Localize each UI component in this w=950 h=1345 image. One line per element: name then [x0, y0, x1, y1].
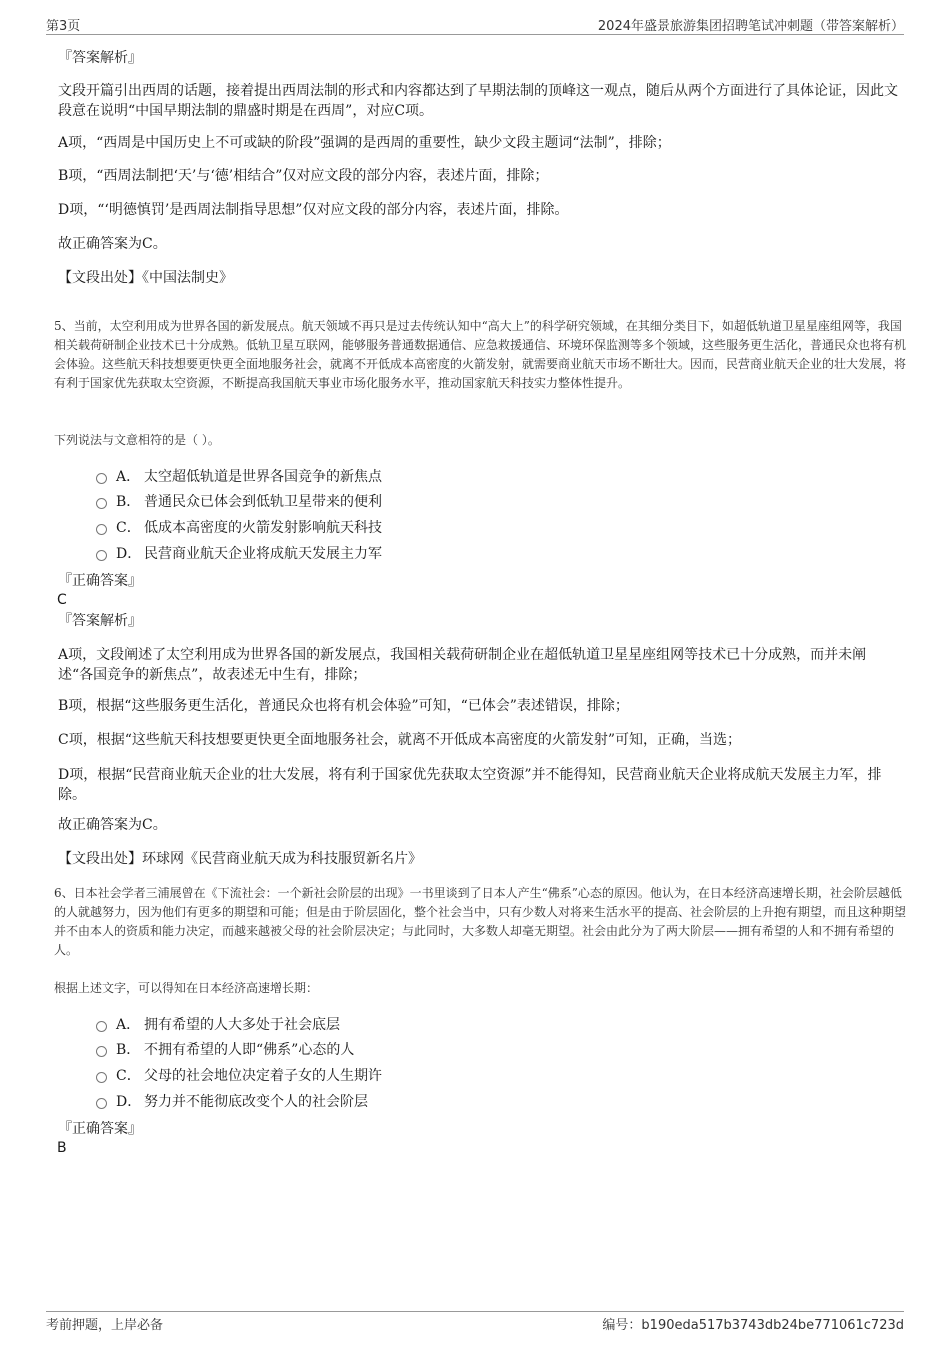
q5-correct-answer-text: 故正确答案为C。: [58, 817, 167, 833]
document-code: 编号：b190eda517b3743db24be771061c723d: [602, 1318, 904, 1333]
q5-source: 【文段出处】环球网《民营商业航天成为科技服贸新名片》: [58, 851, 422, 867]
radio-button-icon[interactable]: [96, 1098, 107, 1109]
radio-button-icon[interactable]: [96, 1021, 107, 1032]
q5-analysis-para: A项，文段阐述了太空利用成为世界各国的新发展点，我国相关载荷研制企业在超低轨道卫星星座组网等技术已十分成熟，而并未阐述“各国竞争的新焦点”，故表述无中生有，排除；: [58, 647, 867, 683]
q5-option-c[interactable]: C． 低成本高密度的火箭发射影响航天科技: [96, 518, 382, 538]
q5-question: 下列说法与文意相符的是（ ）。: [54, 433, 220, 447]
q4-analysis-para: D项，“‘明德慎罚’是西周法制指导思想”仅对应文段的部分内容，表述片面，排除。: [58, 202, 569, 218]
q6-option-c[interactable]: C． 父母的社会地位决定着子女的人生期许: [96, 1066, 382, 1086]
q4-analysis-para: B项，“西周法制把‘天’与‘德’相结合”仅对应文段的部分内容，表述片面，排除；: [58, 168, 549, 184]
document-title: 2024年盛景旅游集团招聘笔试冲刺题（带答案解析）: [597, 19, 904, 34]
page-number: 第3页: [46, 19, 81, 34]
q4-analysis-label: 『答案解析』: [58, 50, 142, 66]
q5-option-a[interactable]: A． 太空超低轨道是世界各国竞争的新焦点: [96, 467, 382, 487]
q6-question: 根据上述文字，可以得知在日本经济高速增长期：: [54, 981, 319, 995]
q6-stem: 6、日本社会学者三浦展曾在《下流社会：一个新社会阶层的出现》一书里谈到了日本人产生“佛系”心态的原因。他认为，在日本经济高速增长期，社会阶层越低的人就越努力，因为他们有更多的期望和可能；但是由于阶层固化，整个社会当中，只有少数人对将来生活水平的提高、社会阶层的上升抱有期望，而且这种期望并不由本人的资质和能力决定，而越来越被父母的社会阶层决定；与此同时，大多数人却毫无期望。社会由此分为了两大阶层——拥有希望的人和不拥有希望的人。: [54, 886, 907, 957]
q6-option-a[interactable]: A． 拥有希望的人大多处于社会底层: [96, 1015, 340, 1035]
q4-analysis-para: A项，“西周是中国历史上不可或缺的阶段”强调的是西周的重要性，缺少文段主题词“法制”，排除；: [58, 135, 671, 151]
q4-analysis-para: 文段开篇引出西周的话题，接着提出西周法制的形式和内容都达到了早期法制的顶峰这一观点，随后从两个方面进行了具体论证，因此文段意在说明“中国早期法制的鼎盛时期是在西周”，对应C项。: [58, 83, 898, 119]
q4-correct-answer-text: 故正确答案为C。: [58, 236, 167, 252]
q5-analysis-para: B项，根据“这些服务更生活化，普通民众也将有机会体验”可知，“已体会”表述错误，排除；: [58, 698, 629, 714]
q5-analysis-para: D项，根据“民营商业航天企业的壮大发展，将有利于国家优先获取太空资源”并不能得知，民营商业航天企业将成航天发展主力军，排除。: [58, 767, 882, 803]
q4-source: 【文段出处】《中国法制史》: [58, 270, 233, 286]
radio-button-icon[interactable]: [96, 498, 107, 509]
page-header: [46, 14, 904, 35]
radio-button-icon[interactable]: [96, 473, 107, 484]
page-footer: [46, 1311, 904, 1334]
q6-correct-answer: B: [57, 1140, 67, 1156]
radio-button-icon[interactable]: [96, 1046, 107, 1057]
q5-option-b[interactable]: B． 普通民众已体会到低轨卫星带来的便利: [96, 492, 382, 512]
q6-option-d[interactable]: D． 努力并不能彻底改变个人的社会阶层: [96, 1092, 368, 1112]
q5-analysis-label: 『答案解析』: [58, 613, 142, 629]
q6-option-b[interactable]: B． 不拥有希望的人即“佛系”心态的人: [96, 1040, 354, 1060]
q6-correct-label: 『正确答案』: [58, 1121, 142, 1137]
footer-slogan: 考前押题，上岸必备: [46, 1318, 164, 1333]
q5-correct-label: 『正确答案』: [58, 573, 142, 589]
radio-button-icon[interactable]: [96, 524, 107, 535]
q5-analysis-para: C项，根据“这些航天科技想要更快更全面地服务社会，就离不开低成本高密度的火箭发射”可知，正确，当选；: [58, 732, 742, 748]
radio-button-icon[interactable]: [96, 550, 107, 561]
q5-stem: 5、当前，太空利用成为世界各国的新发展点。航天领域不再只是过去传统认知中“高大上”的科学研究领域，在其细分类目下，如超低轨道卫星星座组网等，我国相关载荷研制企业技术已十分成熟。低轨卫星互联网，能够服务普通数据通信、应急救援通信、环境环保监测等多个领域，这些服务更生活化，普通民众也将有机会体验。这些航天科技想要更快更全面地服务社会，就离不开低成本高密度的火箭发射，就需要商业航天市场不断壮大。因而，民营商业航天企业的壮大发展，将有利于国家优先获取太空资源，不断提高我国航天事业市场化服务水平，推动国家航天科技实力整体性提升。: [54, 319, 907, 390]
q5-option-d[interactable]: D． 民营商业航天企业将成航天发展主力军: [96, 544, 382, 564]
radio-button-icon[interactable]: [96, 1072, 107, 1083]
q5-correct-answer: C: [57, 592, 67, 608]
